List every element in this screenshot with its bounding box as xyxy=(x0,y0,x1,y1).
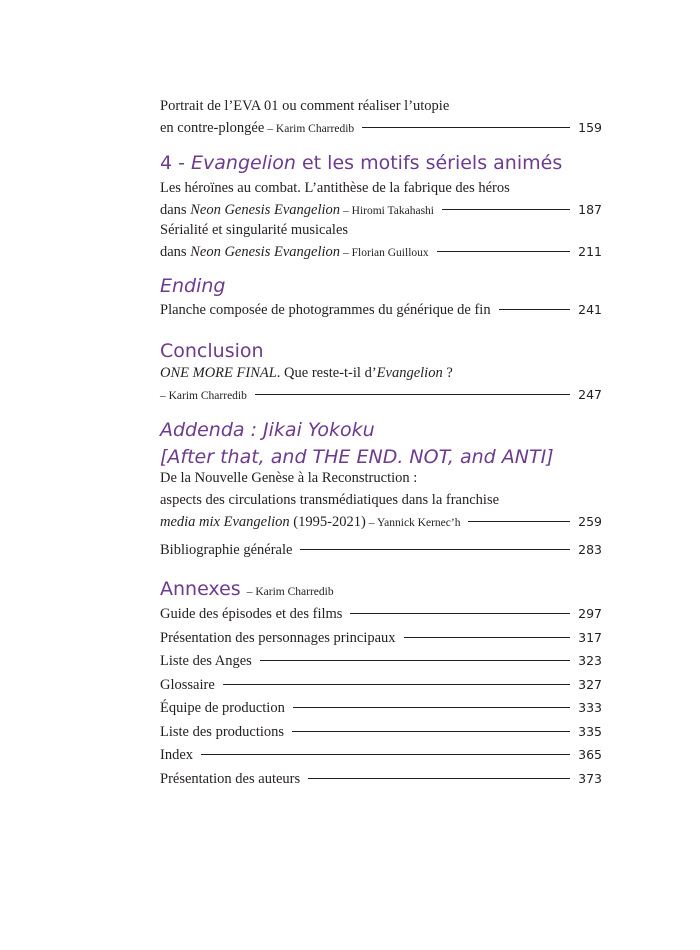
list-item xyxy=(160,697,602,719)
entry-title: Guide des épisodes et des films xyxy=(160,606,343,622)
entry-author: – Florian Guilloux xyxy=(343,247,429,259)
page-number: 317 xyxy=(578,629,602,645)
leader-line xyxy=(404,637,571,638)
entry-title: Présentation des auteurs xyxy=(160,770,301,787)
section-heading: Conclusion xyxy=(160,340,264,362)
page-number: 247 xyxy=(578,387,602,402)
leader-line xyxy=(300,549,570,550)
entry-title: Liste des productions xyxy=(160,723,285,740)
list-item xyxy=(160,721,602,743)
section-heading: Ending xyxy=(160,275,226,297)
entry-title: Glossaire xyxy=(160,676,215,693)
list-item xyxy=(160,603,602,625)
page-number: 283 xyxy=(578,542,602,557)
annexes-list xyxy=(160,603,602,790)
leader-line xyxy=(437,251,570,252)
leader-line xyxy=(201,754,570,755)
leader-line xyxy=(308,778,570,779)
page-number: 241 xyxy=(578,302,602,317)
page-number: 365 xyxy=(578,747,602,762)
entry-author: – Hiromi Takahashi xyxy=(343,205,434,217)
list-item xyxy=(160,768,602,790)
entry-title: dans Neon Genesis Evangelion xyxy=(160,202,341,218)
toc-entry-genese xyxy=(160,467,602,533)
entry-title: Équipe de production xyxy=(160,700,285,716)
leader-line xyxy=(350,613,570,614)
entry-title: Sérialité et singularité musicales xyxy=(160,222,349,238)
toc-entry-heroines xyxy=(160,177,602,221)
entry-author: – Karim Charredib xyxy=(160,390,247,402)
page-number: 297 xyxy=(578,606,602,621)
page-number: 259 xyxy=(578,514,602,529)
page-number: 323 xyxy=(578,653,602,668)
toc-entry-serialite xyxy=(160,219,602,263)
entry-title: dans Neon Genesis Evangelion xyxy=(160,244,341,260)
entry-author: – Karim Charredib xyxy=(267,123,355,135)
list-item xyxy=(160,674,602,696)
page-number: 159 xyxy=(578,120,602,135)
entry-title: Index xyxy=(160,747,194,763)
leader-line xyxy=(499,309,571,310)
page-number: 187 xyxy=(578,202,602,217)
entry-title: Planche composée de photogrammes du générique de fin xyxy=(160,302,491,318)
page-number: 211 xyxy=(578,244,602,259)
list-item xyxy=(160,650,602,672)
leader-line xyxy=(442,209,570,210)
leader-line xyxy=(468,521,570,522)
page-number: 335 xyxy=(578,723,602,739)
toc-entry-eva01 xyxy=(160,95,602,139)
entry-author: – Karim Charredib xyxy=(246,586,334,598)
section-heading: 4 - Evangelion et les motifs sériels animés xyxy=(160,152,563,174)
list-item xyxy=(160,627,602,649)
toc-entry-planche xyxy=(160,299,602,321)
entry-author: – Yannick Kernec’h xyxy=(368,517,461,529)
section-heading: Addenda : Jikai Yokoku [After that, and THE END. NOT, and ANTI] xyxy=(160,419,554,468)
entry-title: Les héroïnes au combat. L’antithèse de la fabrique des héros xyxy=(160,180,510,196)
page-number: 327 xyxy=(578,676,602,692)
entry-title: Portrait de l’EVA 01 ou comment réaliser l’utopie xyxy=(160,98,450,114)
toc-entry-bibliographie xyxy=(160,539,602,561)
leader-line xyxy=(362,127,570,128)
section-heading: Annexes – Karim Charredib xyxy=(160,578,334,600)
entry-title: ONE MORE FINAL. Que reste-t-il d’Evangelion ? xyxy=(160,365,453,381)
entry-title: media mix Evangelion (1995-2021) xyxy=(160,514,366,530)
entry-title: aspects des circulations transmédiatiques dans la franchise xyxy=(160,492,500,508)
entry-title: Présentation des personnages principaux xyxy=(160,629,396,646)
leader-line xyxy=(223,684,570,685)
entry-title: Liste des Anges xyxy=(160,653,252,669)
entry-title: De la Nouvelle Genèse à la Reconstruction : xyxy=(160,470,418,486)
page-number: 373 xyxy=(578,770,602,786)
leader-line xyxy=(255,394,570,395)
toc-entry-onemore xyxy=(160,362,602,406)
leader-line xyxy=(293,707,570,708)
entry-title: en contre-plongée xyxy=(160,120,265,136)
entry-title: Bibliographie générale xyxy=(160,542,293,558)
leader-line xyxy=(292,731,570,732)
page-number: 333 xyxy=(578,700,602,715)
leader-line xyxy=(260,660,570,661)
list-item xyxy=(160,744,602,766)
